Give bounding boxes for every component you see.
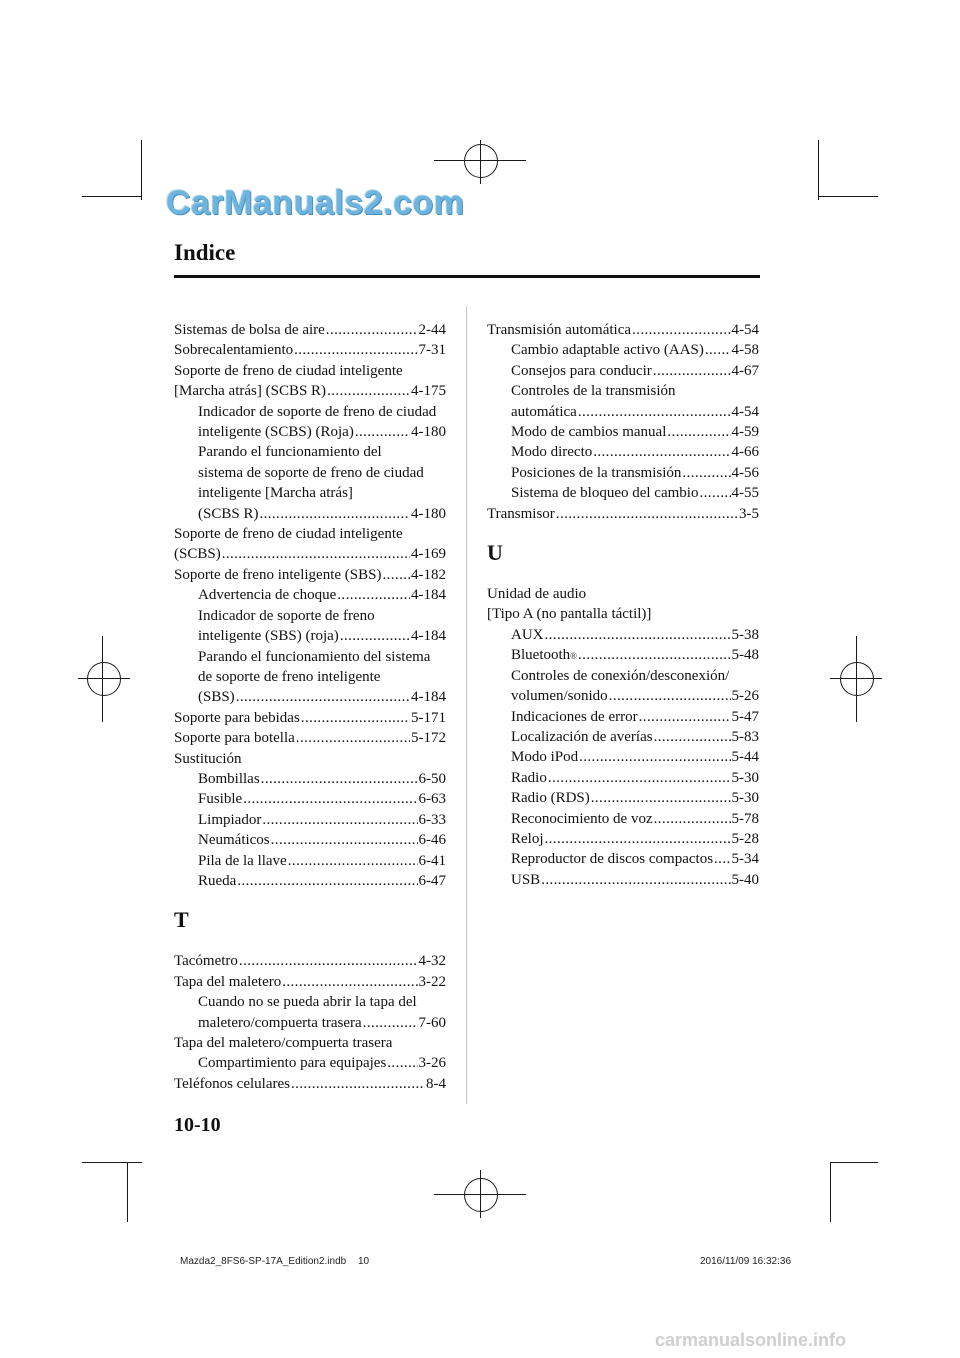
index-subentry [174, 789, 446, 809]
index-subentry [174, 626, 446, 646]
entry-text: Fusible [198, 791, 243, 808]
index-subentry [174, 463, 446, 483]
footer-watermark: carmanualsonline.info [655, 1330, 847, 1350]
dot-leader [545, 829, 731, 849]
index-subentry [174, 1053, 446, 1073]
index-subentry [487, 788, 759, 808]
entry-page-ref: 3-22 [418, 973, 446, 990]
dot-leader [327, 381, 410, 401]
entry-page-ref: 4-184 [411, 628, 446, 645]
entry-page-ref: 4-182 [411, 566, 446, 583]
entry-text: Rueda [198, 872, 237, 889]
index-subentry [487, 381, 759, 401]
entry-text: Posiciones de la transmisión [511, 464, 682, 481]
entry-text: Soporte para bebidas [174, 709, 300, 726]
index-subentry [174, 810, 446, 830]
entry-text: Radio [511, 769, 547, 786]
dot-leader [578, 645, 730, 665]
index-entry [174, 544, 446, 564]
entry-text: Tapa del maletero/compuerta trasera [174, 1035, 393, 1051]
entry-page-ref: 4-59 [731, 424, 759, 441]
index-entry [174, 565, 446, 585]
footer-filename: Mazda2_8FS6-SP-17A_Edition2.indb [180, 1256, 347, 1267]
index-subentry [174, 585, 446, 605]
dot-leader [541, 870, 730, 890]
entry-page-ref: 5-48 [731, 647, 759, 664]
index-subentry [487, 870, 759, 890]
dot-leader [682, 463, 730, 483]
index-subentry [487, 361, 759, 381]
entry-page-ref: 3-26 [418, 1055, 446, 1072]
entry-text: (SCBS R) [198, 505, 259, 522]
index-subentry [487, 809, 759, 829]
entry-page-ref: 6-47 [418, 872, 446, 889]
dot-leader [236, 687, 410, 707]
entry-page-ref: 4-184 [411, 689, 446, 706]
entry-text: Consejos para conducir [511, 362, 652, 379]
dot-leader [639, 707, 731, 727]
index-subentry [174, 402, 446, 422]
dot-leader [705, 340, 731, 360]
entry-text: inteligente (SCBS) (Roja) [198, 424, 354, 441]
index-subentry [174, 606, 446, 626]
entry-page-ref: 6-41 [418, 852, 446, 869]
dot-leader [222, 544, 410, 564]
dot-leader [714, 849, 730, 869]
entry-text: Sobrecalentamiento [174, 342, 294, 359]
entry-text: Reproductor de discos compactos [511, 851, 714, 868]
index-column-left [174, 320, 446, 1094]
index-entry [487, 584, 759, 604]
index-subentry [487, 483, 759, 503]
entry-page-ref: 6-33 [418, 811, 446, 828]
index-entry [174, 708, 446, 728]
index-subentry [487, 625, 759, 645]
entry-page-ref: 4-58 [731, 342, 759, 359]
footer-file-page: 10 [358, 1256, 370, 1267]
entry-page-ref: 4-56 [731, 464, 759, 481]
entry-text: volumen/sonido [511, 688, 608, 705]
index-subentry [487, 422, 759, 442]
entry-text: Sistemas de bolsa de aire [174, 322, 325, 338]
entry-text: Transmisor [487, 505, 555, 522]
entry-page-ref: 7-31 [418, 342, 446, 359]
dot-leader [340, 626, 410, 646]
entry-text: Sistema de bloqueo del cambio [511, 485, 699, 502]
dot-leader [237, 871, 417, 891]
dot-leader [593, 442, 730, 462]
index-subentry [174, 992, 446, 1012]
index-entry [174, 728, 446, 748]
title-rule [174, 275, 760, 278]
index-subentry [174, 687, 446, 707]
entry-page-ref: 8-4 [426, 1075, 446, 1092]
dot-leader [654, 727, 731, 747]
entry-page-ref: 5-28 [731, 830, 759, 847]
entry-text: Compartimiento para equipajes [198, 1055, 387, 1072]
section-letter: U [487, 540, 503, 566]
dot-leader [326, 320, 418, 340]
dot-leader [699, 483, 730, 503]
dot-leader [667, 422, 730, 442]
entry-page-ref: 4-55 [731, 485, 759, 502]
dot-leader [654, 809, 731, 829]
index-subentry [487, 666, 759, 686]
entry-text: Modo de cambios manual [511, 424, 667, 441]
entry-page-ref: 5-26 [731, 688, 759, 705]
entry-text: Soporte para botella [174, 730, 295, 747]
entry-text: Parando el funcionamiento del [198, 444, 382, 461]
dot-leader [363, 1013, 418, 1033]
entry-page-ref: 4-184 [411, 587, 446, 604]
entry-page-ref: 5-83 [731, 728, 759, 745]
index-entry [174, 972, 446, 992]
dot-leader [262, 810, 417, 830]
entry-page-ref: 4-180 [411, 424, 446, 441]
dot-leader [548, 768, 731, 788]
index-subentry [174, 769, 446, 789]
entry-page-ref: 5-171 [411, 709, 446, 726]
dot-leader [294, 340, 417, 360]
entry-text: Bluetooth [511, 647, 571, 664]
dot-leader [591, 788, 731, 808]
entry-text: Advertencia de choque [198, 587, 337, 604]
index-entry [174, 524, 446, 544]
entry-page-ref: 5-78 [731, 810, 759, 827]
entry-page-ref: 4-67 [731, 362, 759, 379]
entry-text: Limpiador [198, 811, 262, 828]
entry-text: AUX [511, 626, 544, 643]
entry-text: [Marcha atrás] (SCBS R) [174, 383, 327, 400]
dot-leader [291, 1074, 425, 1094]
index-subentry [174, 830, 446, 850]
entry-text: Radio (RDS) [511, 790, 590, 807]
index-subentry [487, 686, 759, 706]
entry-page-ref: 5-34 [731, 851, 759, 868]
entry-page-ref: 5-30 [731, 790, 759, 807]
dot-leader [337, 585, 410, 605]
index-subentry [487, 707, 759, 727]
entry-text: Teléfonos celulares [174, 1075, 290, 1092]
entry-text: Pila de la llave [198, 852, 287, 869]
index-subentry [174, 647, 446, 667]
dot-leader [653, 361, 731, 381]
index-subentry [174, 504, 446, 524]
entry-page-ref: 6-63 [418, 791, 446, 808]
entry-text: Controles de la transmisión [511, 383, 676, 400]
entry-page-ref: 4-66 [731, 444, 759, 461]
entry-page-ref: 6-46 [418, 832, 446, 849]
entry-text: Unidad de audio [487, 586, 587, 603]
entry-page-ref: 5-38 [731, 626, 759, 643]
dot-leader [288, 851, 418, 871]
entry-page-ref: 4-175 [411, 383, 446, 400]
entry-page-ref: 4-54 [731, 403, 759, 420]
entry-text: (SBS) [198, 689, 235, 706]
index-subentry [487, 340, 759, 360]
dot-leader [261, 769, 418, 789]
footer-datetime: 2016/11/09 16:32:36 [700, 1256, 792, 1267]
entry-page-ref: 5-40 [731, 871, 759, 888]
entry-text: (SCBS) [174, 546, 221, 563]
index-subentry [174, 442, 446, 462]
entry-text: Neumáticos [198, 832, 270, 849]
entry-text: Cuando no se pueda abrir la tapa del [198, 994, 417, 1011]
entry-text: inteligente [Marcha atrás] [198, 485, 353, 502]
entry-text: automática [511, 403, 577, 420]
index-entry [487, 504, 759, 524]
entry-text: maletero/compuerta trasera [198, 1014, 362, 1031]
entry-text: inteligente (SBS) (roja) [198, 628, 339, 645]
index-subentry [487, 463, 759, 483]
watermark-logo: CarManuals2.com [166, 184, 465, 222]
entry-text: [Tipo A (no pantalla táctil)] [487, 606, 652, 623]
entry-text: Soporte de freno inteligente (SBS) [174, 566, 382, 583]
index-subentry [487, 727, 759, 747]
entry-text: sistema de soporte de freno de ciudad [198, 464, 424, 481]
dot-leader [387, 1053, 417, 1073]
index-subentry [487, 768, 759, 788]
column-divider [466, 306, 467, 1104]
entry-page-ref: 5-44 [731, 749, 759, 766]
section-letter: T [174, 907, 189, 933]
dot-leader [301, 708, 410, 728]
dot-leader [545, 625, 731, 645]
dot-leader [259, 504, 410, 524]
entry-page-ref: 7-60 [418, 1014, 446, 1031]
index-column-right [487, 320, 759, 890]
index-entry [174, 361, 446, 381]
index-entry [174, 340, 446, 360]
index-entry [174, 320, 446, 340]
entry-page-ref: 5-47 [731, 708, 759, 725]
index-subentry [174, 483, 446, 503]
entry-text: de soporte de freno inteligente [198, 668, 381, 685]
entry-text: Tapa del maletero [174, 973, 282, 990]
entry-page-ref: 6-50 [418, 770, 446, 787]
dot-leader [282, 972, 417, 992]
page-title: Indice [174, 240, 236, 265]
entry-page-ref: 4-32 [418, 953, 446, 970]
dot-leader [271, 830, 418, 850]
entry-text: Indicador de soporte de freno de ciudad [198, 403, 437, 420]
index-subentry [487, 829, 759, 849]
entry-text: Soporte de freno de ciudad inteligente [174, 362, 403, 379]
entry-page-ref: 4-169 [411, 546, 446, 563]
dot-leader [296, 728, 410, 748]
index-subentry [487, 849, 759, 869]
index-entry [174, 381, 446, 401]
entry-text: Cambio adaptable activo (AAS) [511, 342, 704, 359]
index-entry [174, 1074, 446, 1094]
entry-text: Transmisión automática [487, 322, 632, 338]
index-subentry [487, 442, 759, 462]
entry-text: Controles de conexión/desconexión/ [511, 667, 730, 684]
dot-leader [382, 565, 410, 585]
entry-text: Sustitución [174, 750, 242, 767]
entry-text: Parando el funcionamiento del sistema [198, 648, 431, 665]
entry-page-ref: 3-5 [739, 505, 759, 522]
dot-leader [355, 422, 410, 442]
index-subentry [174, 871, 446, 891]
entry-page-ref: 4-180 [411, 505, 446, 522]
entry-text: Reloj [511, 830, 544, 847]
entry-text: Tacómetro [174, 953, 238, 970]
dot-leader [243, 789, 417, 809]
index-subentry: Bluetooth ® ..... 5-48 [487, 645, 759, 665]
entry-text: Reconocimiento de voz [511, 810, 653, 827]
entry-text: Indicaciones de error [511, 708, 638, 725]
index-subentry [174, 667, 446, 687]
entry-page-ref: 4-54 [731, 322, 759, 338]
index-entry [174, 1033, 446, 1053]
dot-leader [578, 402, 731, 422]
index-subentry [174, 1013, 446, 1033]
dot-leader [556, 504, 738, 524]
entry-page-ref: 5-30 [731, 769, 759, 786]
index-entry [174, 749, 446, 769]
page-number: 10-10 [174, 1114, 221, 1136]
entry-page-ref: 2-44 [418, 322, 446, 338]
entry-text: Bombillas [198, 770, 260, 787]
entry-text: USB [511, 871, 541, 888]
index-subentry [174, 851, 446, 871]
dot-leader [632, 320, 730, 340]
index-subentry [487, 402, 759, 422]
entry-text: Modo directo [511, 444, 593, 461]
entry-text: Modo iPod [511, 749, 579, 766]
dot-leader [609, 686, 731, 706]
index-subentry [174, 422, 446, 442]
dot-leader [579, 747, 730, 767]
index-entry [174, 951, 446, 971]
entry-page-ref: 5-172 [411, 730, 446, 747]
entry-text: Soporte de freno de ciudad inteligente [174, 526, 403, 543]
dot-leader [239, 951, 418, 971]
index-subentry [487, 747, 759, 767]
index-entry [487, 320, 759, 340]
entry-text: Indicador de soporte de freno [198, 607, 375, 624]
index-entry [487, 604, 759, 624]
entry-text: Localización de averías [511, 728, 653, 745]
